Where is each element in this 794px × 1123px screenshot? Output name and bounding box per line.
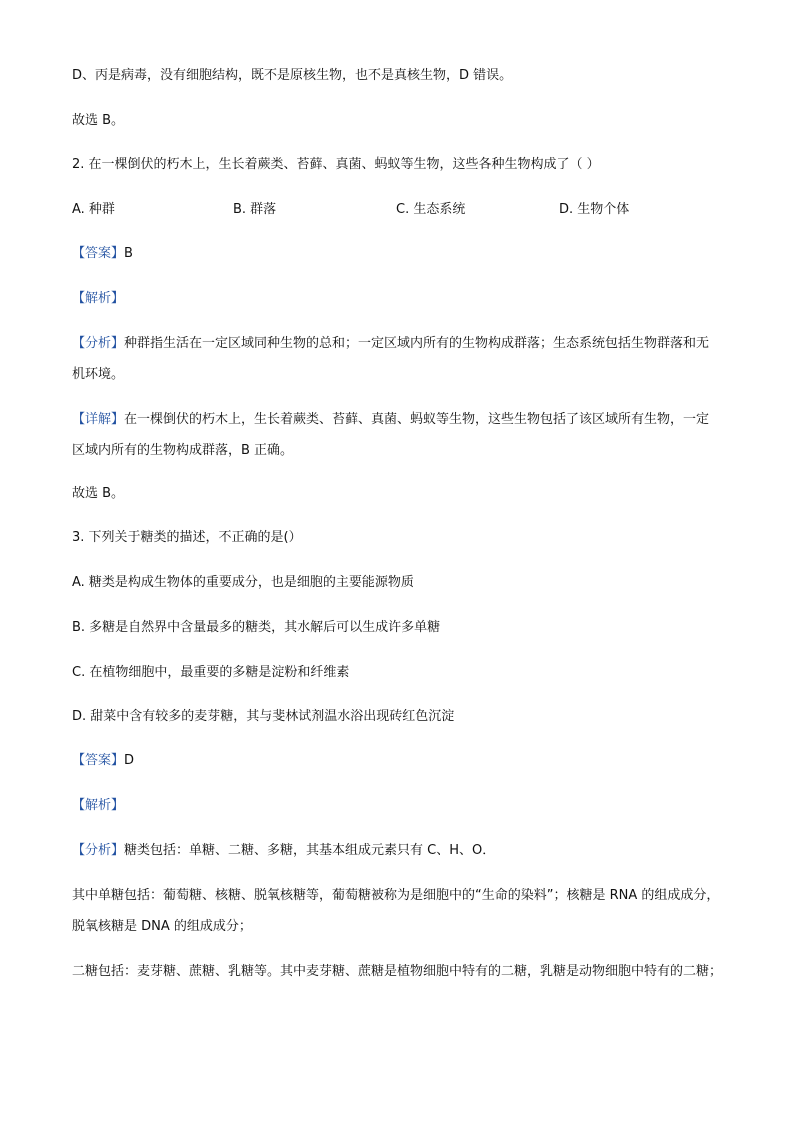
xiangjie-tag: 【详解】 <box>72 412 125 427</box>
q2-option-d: D. 生物个体 <box>559 202 630 217</box>
q3-fenxi-paragraph <box>72 841 495 861</box>
answer-value: B <box>124 246 133 261</box>
q2-option-c: C. 生态系统 <box>396 202 466 217</box>
q1-option-d-explanation: D、丙是病毒，没有细胞结构，既不是原核生物，也不是真核生物，D 错误。 <box>72 68 513 83</box>
q2-xiangjie-paragraph <box>72 404 722 466</box>
answer-tag: 【答案】 <box>72 753 125 768</box>
q3-analysis-heading: 【解析】 <box>72 798 125 813</box>
q3-option-c: C. 在植物细胞中，最重要的多糖是淀粉和纤维素 <box>72 665 350 680</box>
q3-disaccharide-paragraph: 二糖包括：麦芽糖、蔗糖、乳糖等。其中麦芽糖、蔗糖是植物细胞中特有的二糖，乳糖是动物细胞中特有的二糖； <box>72 964 723 979</box>
q2-analysis-heading: 【解析】 <box>72 291 125 306</box>
q3-answer <box>72 751 134 771</box>
answer-tag: 【答案】 <box>72 246 125 261</box>
answer-value: D <box>124 753 135 768</box>
q2-option-b: B. 群落 <box>233 202 277 217</box>
q2-fenxi-paragraph <box>72 328 722 390</box>
q3-stem: 3. 下列关于糖类的描述，不正确的是(） <box>72 530 302 545</box>
fenxi-tag: 【分析】 <box>72 843 125 858</box>
q2-answer <box>72 244 133 264</box>
q2-conclusion: 故选 B。 <box>72 486 125 501</box>
q1-conclusion: 故选 B。 <box>72 113 125 128</box>
fenxi-text: 种群指生活在一定区域同种生物的总和；一定区域内所有的生物构成群落；生态系统包括生物群落和无机环境。 <box>72 336 710 382</box>
fenxi-tag: 【分析】 <box>72 336 125 351</box>
q3-monosaccharide-paragraph: 其中单糖包括：葡萄糖、核糖、脱氧核糖等，葡萄糖被称为是细胞中的“生命的染料”；核糖是 RNA 的组成成分，脱氧核糖是 DNA 的组成成分； <box>72 888 720 934</box>
xiangjie-text: 在一棵倒伏的朽木上，生长着蕨类、苔藓、真菌、蚂蚁等生物，这些生物包括了该区域所有生物，一定区域内所有的生物构成群落，B 正确。 <box>72 412 710 458</box>
q2-option-a: A. 种群 <box>72 202 115 217</box>
q2-stem: 2. 在一棵倒伏的朽木上，生长着蕨类、苔藓、真菌、蚂蚁等生物，这些各种生物构成了（ ） <box>72 157 600 172</box>
fenxi-text: 糖类包括：单糖、二糖、多糖，其基本组成元素只有 C、H、O． <box>124 843 496 858</box>
q3-option-d: D. 甜菜中含有较多的麦芽糖，其与斐林试剂温水浴出现砖红色沉淀 <box>72 709 455 724</box>
q3-option-a: A. 糖类是构成生物体的重要成分，也是细胞的主要能源物质 <box>72 575 414 590</box>
q3-option-b: B. 多糖是自然界中含量最多的糖类，其水解后可以生成许多单糖 <box>72 620 441 635</box>
